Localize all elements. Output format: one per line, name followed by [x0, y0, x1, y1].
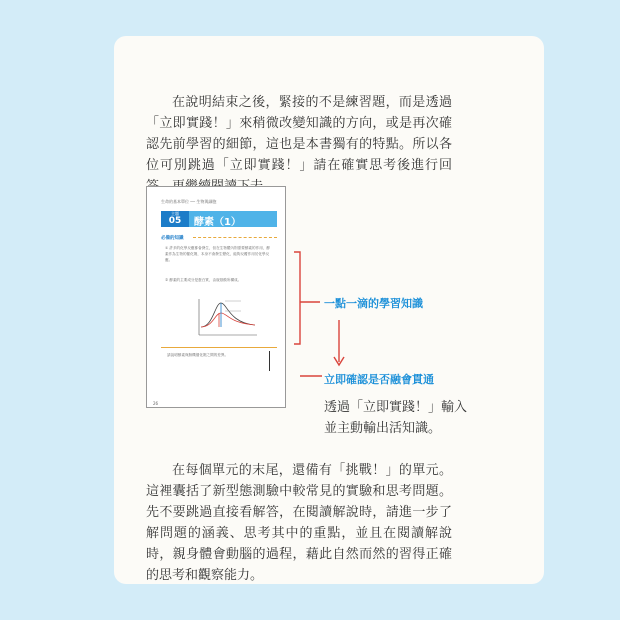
practice-question-box	[161, 347, 277, 391]
section-label: 必備的知識	[161, 236, 184, 241]
down-arrow-icon	[332, 318, 346, 368]
energy-graph	[195, 297, 259, 337]
practice-question-text: 請說明酵素與無機催化劑之間的差異。	[167, 353, 229, 357]
section-divider	[193, 237, 277, 238]
annotation-top: 一點一滴的學習知識	[324, 297, 423, 310]
mini-body-text-1: ① 許多的化學反應都會發生，但在生物體內則需要酵素的作用，酵素作為生物的催化劑，本身不會發生變化，能夠反覆作用於化學反應。	[165, 246, 270, 262]
annotation-bottom: 立即確認是否融會貫通	[324, 373, 434, 386]
unit-label: 主題	[171, 211, 179, 216]
mini-page-number: 26	[153, 401, 159, 406]
unit-number-box	[161, 211, 189, 227]
intro-paragraph: 在說明結束之後，緊接的不是練習題，而是透過「立即實踐！」來稍微改變知識的方向，或是再次確認先前學習的細節，這也是本書獨有的特點。所以各位可別跳過「立即實踐！」請在確實思考後進行回	[146, 95, 452, 173]
unit-title: 酵素（1）	[194, 217, 241, 228]
annotation-bracket	[292, 250, 320, 380]
answer-divider	[269, 351, 270, 371]
mini-page-header: 生命的基本單位 ── 生物與細胞	[161, 199, 217, 204]
unit-title-band	[161, 211, 277, 227]
challenge-paragraph: 在每個單元的末尾，還備有「挑戰！」的單元。這裡囊括了新型態測驗中較常見的實驗和思考問題。先不要跳過直接看解答，在閱讀解說時，請進一步了解問題的涵義、思考其中的重點，並且在閱讀解說時，親身體會動腦的過程，藉此自然而然的習得正確的思考和觀察能力。	[146, 463, 452, 583]
sample-book-page	[146, 186, 286, 408]
figure-caption: 透過「立即實踐！」輸入並主動輸出活知識。	[324, 400, 468, 436]
unit-number: 05	[168, 216, 182, 226]
bottom-bracket-connector	[292, 362, 324, 380]
mini-body-text-2: ② 酵素的主要成分是蛋白質，由胺基酸所構成。	[165, 278, 242, 282]
